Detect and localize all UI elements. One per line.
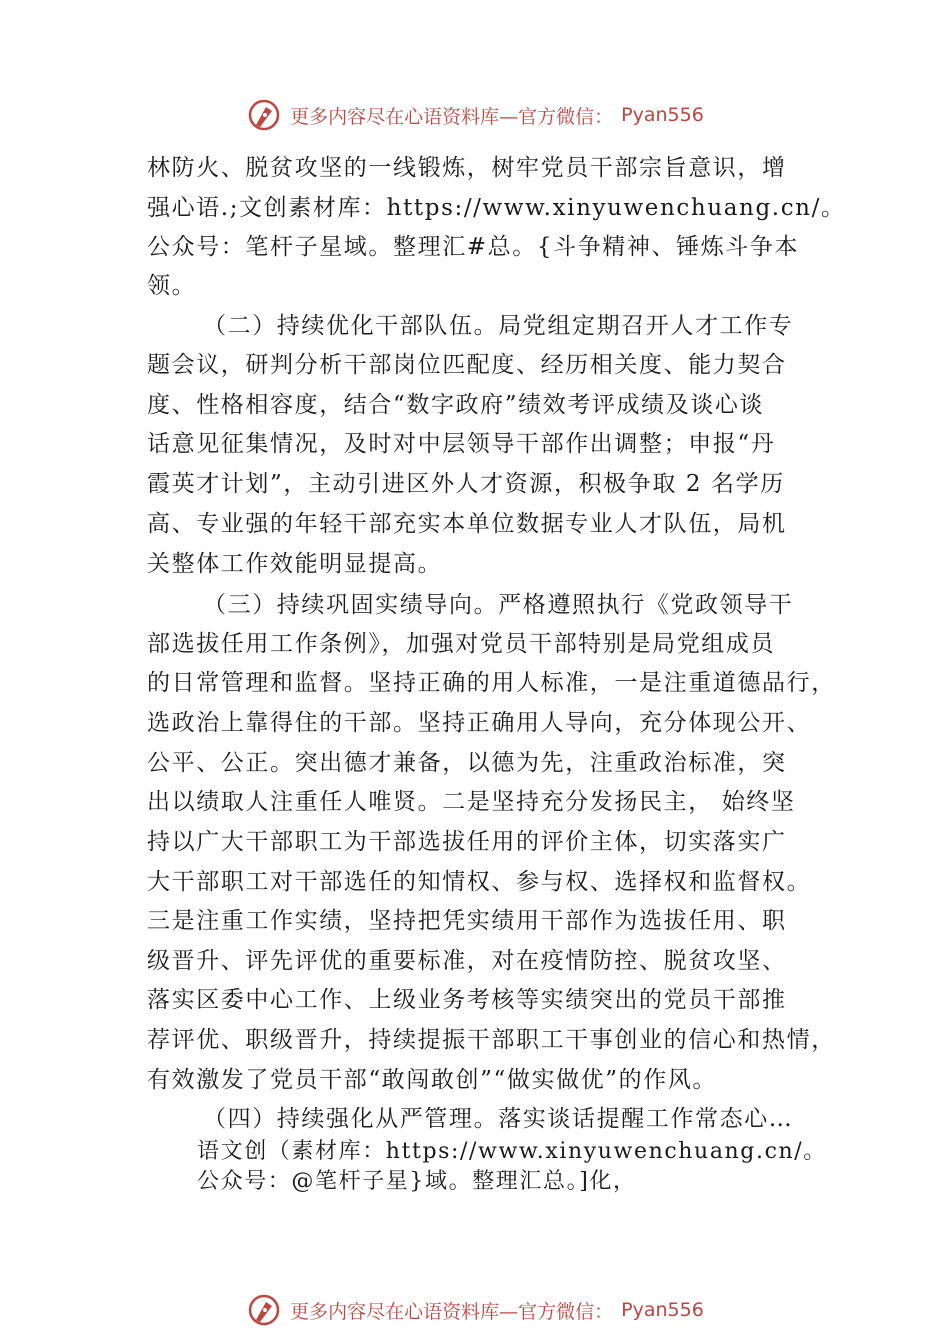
body-line: 话意见征集情况，及时对中层领导干部作出调整；申报“丹 (147, 431, 776, 457)
body-line: 落实区委中心工作、上级业务考核等实绩突出的党员干部推 (147, 987, 787, 1013)
body-line: 度、性格相容度，结合“数字政府”绩效考评成绩及谈心谈 (147, 392, 765, 418)
body-line: 强心语.;文创素材库：https://www.xinyuwenchuang.cn/。 (147, 195, 846, 221)
watermark-line: 语文创（素材库：https://www.xinyuwenchuang.cn/。 (197, 1139, 827, 1164)
body-line: 级晋升、评先评优的重要标准，对在疫情防控、脱贫攻坚、 (147, 948, 787, 974)
body-line: 霞英才计划”，主动引进区外人才资源，积极争取 2 名学历 (147, 471, 785, 497)
body-line: 的日常管理和监督。坚持正确的用人标准，一是注重道德品行， (147, 670, 836, 696)
body-line: 公平、公正。突出德才兼备，以德为先，注重政治标准，突 (147, 750, 787, 776)
section-4-heading-line: （四）持续强化从严管理。落实谈话提醒工作常态心… (203, 1106, 794, 1132)
body-line: 公众号：笔杆子星域。整理汇#总。{斗争精神、锤炼斗争本 (147, 234, 800, 260)
body-line: 持以广大干部职工为干部选拔任用的评价主体，切实落实广 (147, 829, 787, 855)
footer-banner (0, 1290, 950, 1330)
body-line: 出以绩取人注重任人唯贤。二是坚持充分发扬民主， 始终坚 (147, 789, 796, 815)
footer-banner-text: 更多内容尽在心语资料库—官方微信： (290, 1300, 614, 1323)
pen-nib-logo-icon (246, 1292, 282, 1328)
body-line: 题会议，研判分析干部岗位匹配度、经历相关度、能力契合 (147, 352, 787, 378)
watermark-line: 公众号：@笔杆子星}域。整理汇总。]化， (197, 1169, 637, 1194)
body-line: 林防火、脱贫攻坚的一线锻炼，树牢党员干部宗旨意识，增 (147, 155, 787, 181)
body-line: 领。 (147, 273, 197, 299)
body-line: 有效激发了党员干部“敢闯敢创”“做实做优”的作风。 (147, 1067, 718, 1093)
section-3-heading-line: （三）持续巩固实绩导向。严格遵照执行《党政领导干 (203, 592, 794, 618)
body-line: 高、专业强的年轻干部充实本单位数据专业人才队伍，局机 (147, 511, 787, 537)
body-line: 大干部职工对干部选任的知情权、参与权、选择权和监督权。 (147, 869, 812, 895)
body-line: 荐评优、职级晋升，持续提振干部职工干事创业的信心和热情， (147, 1027, 836, 1053)
footer-wechat-id: Pyan556 (621, 1299, 704, 1321)
section-2-heading-line: （二）持续优化干部队伍。局党组定期召开人才工作专 (203, 313, 794, 339)
header-wechat-id: Pyan556 (621, 104, 704, 126)
pen-nib-logo-icon (246, 97, 282, 133)
header-banner-text: 更多内容尽在心语资料库—官方微信： (290, 105, 614, 128)
header-banner (0, 95, 950, 135)
body-line: 部选拔任用工作条例》，加强对党员干部特别是局党组成员 (147, 631, 776, 657)
body-line: 三是注重工作实绩，坚持把凭实绩用干部作为选拔任用、职 (147, 908, 787, 934)
body-line: 关整体工作效能明显提高。 (147, 551, 443, 577)
body-line: 选政治上靠得住的干部。坚持正确用人导向，充分体现公开、 (147, 710, 812, 736)
